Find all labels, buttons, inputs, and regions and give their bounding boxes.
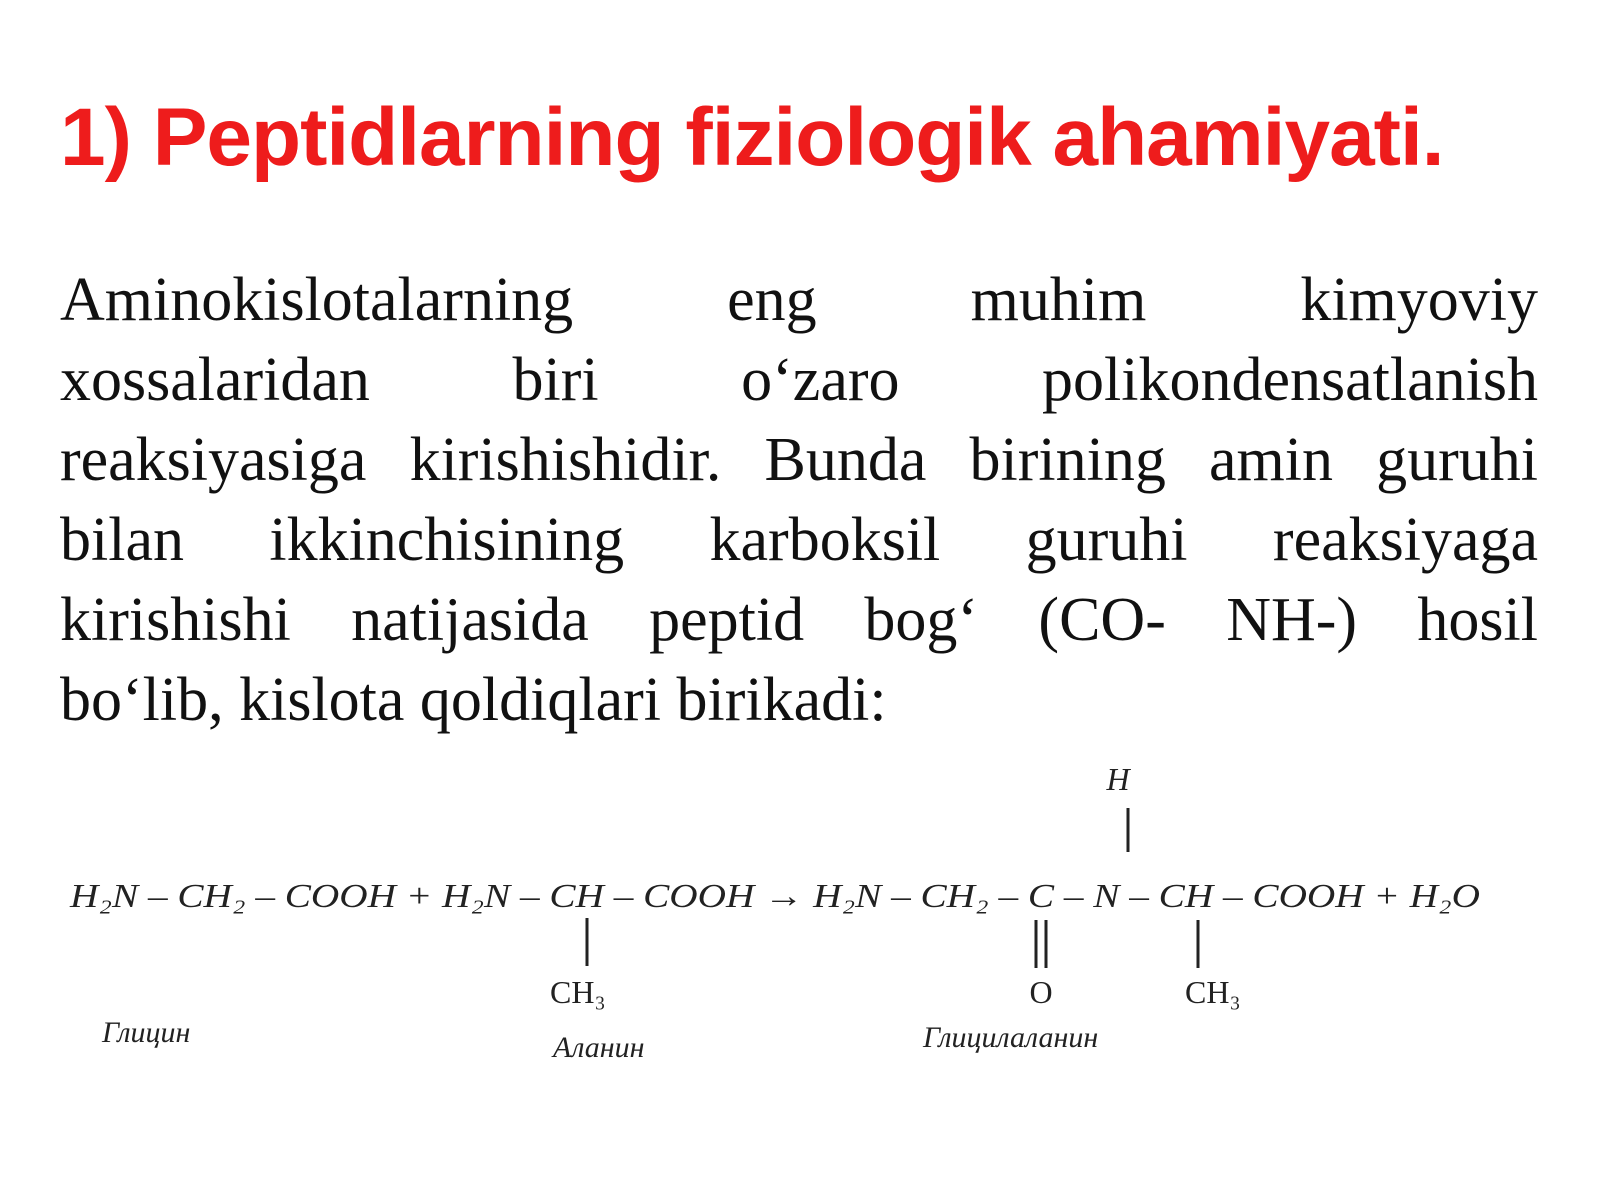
paragraph-line-2: xossalaridan biri o‘zaro polikondensatlanish — [60, 346, 1538, 414]
glycine-name: Глицин — [102, 1016, 191, 1049]
alanine-name: Аланин — [553, 1031, 645, 1064]
glycylalanine-name: Глицилаланин — [923, 1021, 1099, 1054]
reaction-line: H₂N – CH₂ – COOH + H₂N – CH – COOH → H₂N – CH₂ – C – N – CH – COOH + H₂O — [68, 878, 1481, 915]
paragraph-line-5: kirishishi natijasida peptid bog‘ (CO- NH-) hosil — [60, 586, 1538, 654]
body-paragraph — [60, 260, 1538, 740]
alanine-methyl-label: CH₃ — [550, 974, 606, 1010]
slide-title: 1) Peptidlarning fiziologik ahamiyati. — [60, 92, 1444, 183]
paragraph-line-4: bilan ikkinchisining karboksil guruhi reaksiyaga — [60, 506, 1538, 574]
peptide-reaction-equation — [0, 760, 1600, 1080]
paragraph-line-3: reaksiyasiga kirishishidir. Bunda birining amin guruhi — [60, 426, 1538, 494]
paragraph-line-1: Aminokislotalarning eng muhim kimyoviy — [60, 266, 1538, 334]
product-methyl-label: CH₃ — [1185, 974, 1241, 1010]
oxygen-label: O — [1029, 974, 1053, 1010]
hydrogen-label: H — [1106, 761, 1130, 797]
paragraph-line-6: bo‘lib, kislota qoldiqlari birikadi: — [60, 666, 887, 734]
